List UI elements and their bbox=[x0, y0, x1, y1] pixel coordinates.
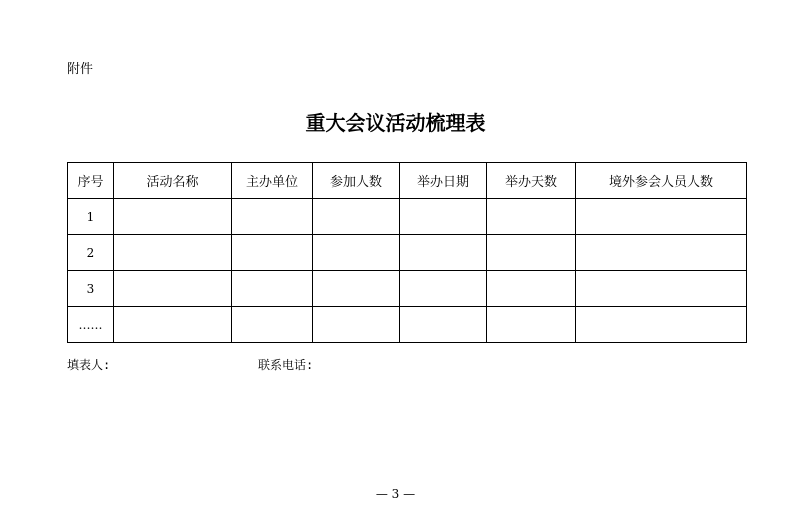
table-cell bbox=[313, 307, 400, 343]
table-cell bbox=[313, 235, 400, 271]
table-cell bbox=[114, 199, 232, 235]
table-cell bbox=[232, 271, 313, 307]
table-cell bbox=[576, 307, 747, 343]
table-cell bbox=[487, 235, 576, 271]
table-cell bbox=[487, 199, 576, 235]
table-cell bbox=[487, 271, 576, 307]
table-cell bbox=[400, 307, 487, 343]
table-cell bbox=[487, 307, 576, 343]
table-cell bbox=[232, 235, 313, 271]
table-row bbox=[68, 235, 747, 271]
contact-phone-label: 联系电话: bbox=[258, 358, 314, 372]
activity-table bbox=[67, 162, 747, 343]
document-title: 重大会议活动梳理表 bbox=[305, 111, 486, 135]
table-cell bbox=[576, 199, 747, 235]
filler-label: 填表人: bbox=[67, 358, 111, 372]
table-cell bbox=[400, 235, 487, 271]
header-event-date: 举办日期 bbox=[400, 163, 487, 199]
table-cell: 1 bbox=[68, 199, 114, 235]
table-cell bbox=[400, 271, 487, 307]
table-cell bbox=[114, 271, 232, 307]
table-cell: 2 bbox=[68, 235, 114, 271]
table-row bbox=[68, 307, 747, 343]
header-overseas-attendees: 境外参会人员人数 bbox=[576, 163, 747, 199]
table-cell bbox=[400, 199, 487, 235]
table-cell: …… bbox=[68, 307, 114, 343]
header-host-organization: 主办单位 bbox=[232, 163, 313, 199]
table-cell bbox=[576, 271, 747, 307]
table-cell bbox=[313, 271, 400, 307]
header-participant-count: 参加人数 bbox=[313, 163, 400, 199]
table-cell bbox=[114, 307, 232, 343]
table-row bbox=[68, 271, 747, 307]
header-serial-number: 序号 bbox=[68, 163, 114, 199]
attachment-label: 附件 bbox=[67, 62, 94, 77]
table-cell bbox=[232, 199, 313, 235]
table-row bbox=[68, 199, 747, 235]
header-event-days: 举办天数 bbox=[487, 163, 576, 199]
table-cell bbox=[313, 199, 400, 235]
table-cell bbox=[232, 307, 313, 343]
table-cell bbox=[576, 235, 747, 271]
table-cell bbox=[114, 235, 232, 271]
table-header-row bbox=[68, 163, 747, 199]
page-number: — 3 — bbox=[375, 487, 416, 501]
table-cell: 3 bbox=[68, 271, 114, 307]
header-activity-name: 活动名称 bbox=[114, 163, 232, 199]
